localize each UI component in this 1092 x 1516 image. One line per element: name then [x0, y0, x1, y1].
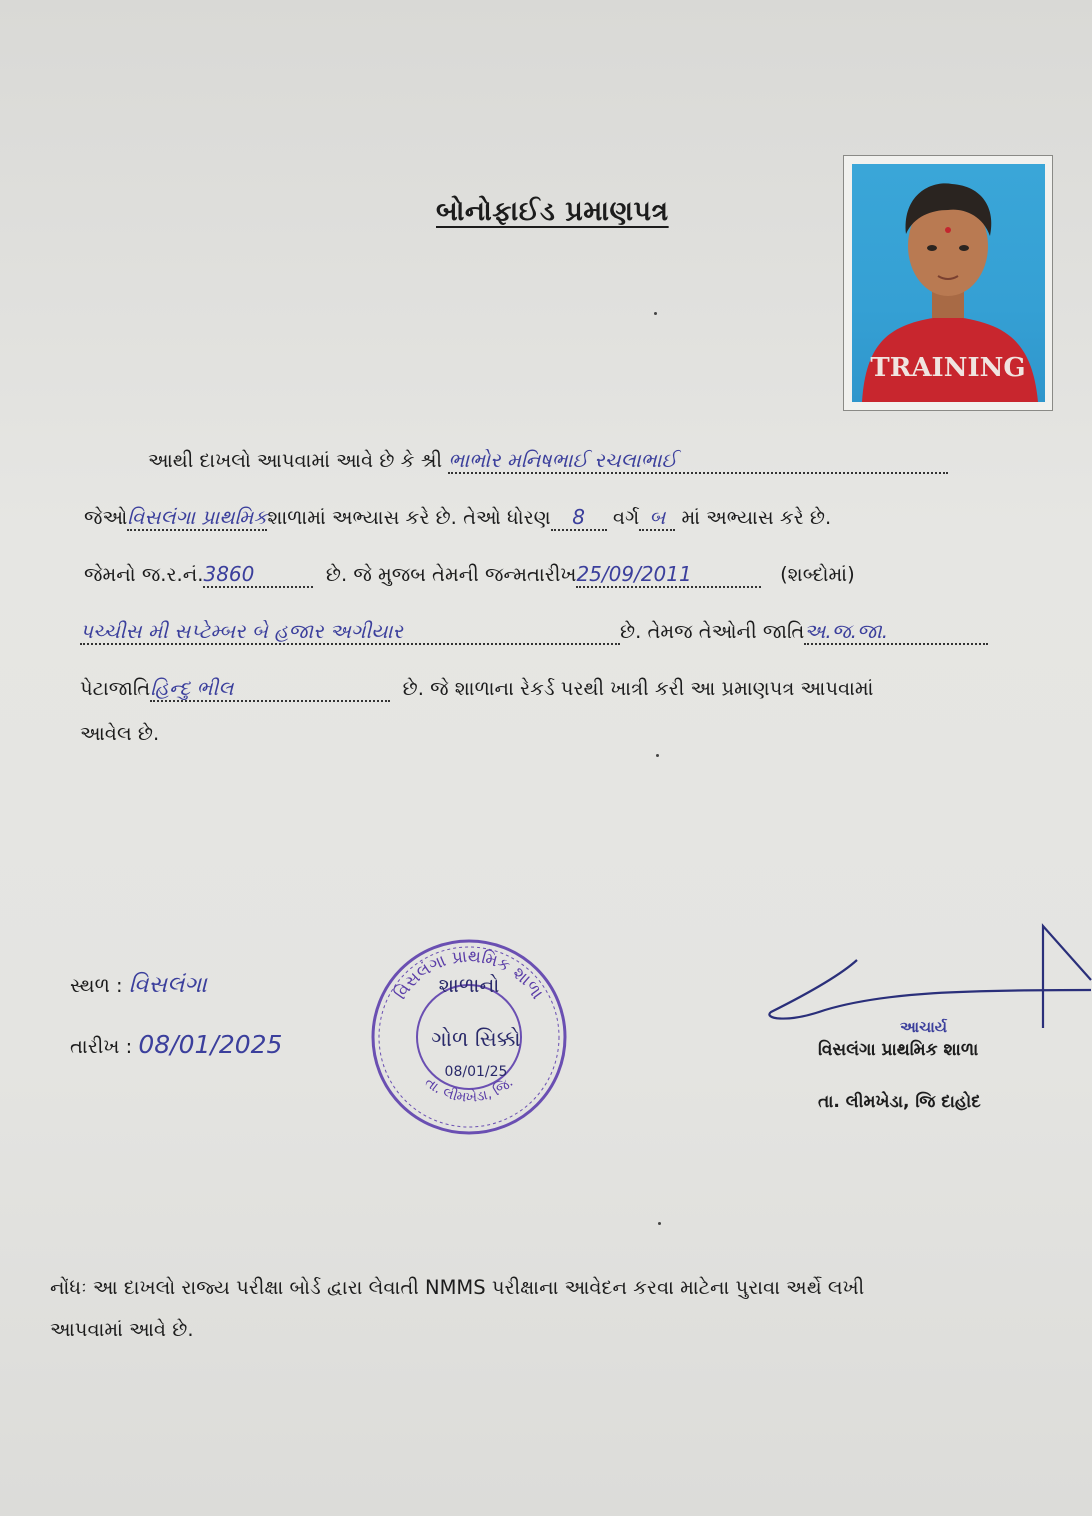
line3-mid: છે. જે મુજબ તેમની જન્મતારીખ: [325, 563, 577, 586]
line3-prefix: જેમનો જ.ર.નં.: [84, 563, 204, 586]
signature-address: તા. લીમખેડા, જિ દાહોદ: [818, 1092, 981, 1112]
line4-mid: છે. તેમજ તેઓની જાતિ: [620, 620, 805, 643]
place-value: વિસલંગા: [128, 972, 207, 998]
standard-field: [551, 505, 607, 531]
line5-end: છે. જે શાળાના રેકર્ડ પરથી ખાત્રી કરી આ પ્રમાણપત્ર આપવામાં: [402, 677, 874, 700]
stamp-center-date: 08/01/25: [444, 1064, 508, 1080]
student-name-field: [448, 448, 948, 474]
signature-handwritten-title: આચાર્ય: [900, 1018, 948, 1036]
body-line-2: [84, 505, 831, 531]
signature-school: [818, 1040, 978, 1060]
body-line-3: [84, 562, 855, 588]
line1-prefix: આથી દાખલો આપવામાં આવે છે કે શ્રી: [148, 449, 443, 472]
standard-value: 8: [572, 505, 586, 529]
subcaste-value: હિન્દુ ભીલ: [150, 676, 234, 700]
school-stamp: [366, 934, 572, 1140]
body-line-5: [80, 676, 873, 702]
signature-school-text: વિસલંગા પ્રાથમિક શાળા: [818, 1040, 979, 1060]
stamp-seal-image: [366, 934, 572, 1140]
student-photo: [852, 164, 1045, 402]
date-label: તારીખ :: [70, 1035, 133, 1058]
dob-field: [576, 562, 761, 588]
shirt-text: TRAINING: [870, 353, 1026, 383]
dob-words-field: [80, 619, 620, 645]
note-line-1: નોંધઃ આ દાખલો રાજ્ય પરીક્ષા બોર્ડ દ્વારા લેવાતી NMMS પરીક્ષાના આવેદન કરવા માટેના પુરાવા અર્થે લખી: [50, 1276, 865, 1299]
line2-mid: શાળામાં અભ્યાસ કરે છે. તેઓ ધોરણ: [267, 506, 551, 529]
subcaste-field: [150, 676, 390, 702]
body-line-6: આવેલ છે.: [80, 722, 160, 745]
line2-prefix: જેઓ: [84, 506, 128, 529]
certificate-title: બોનોફાઈડ પ્રમાણપત્ર: [436, 196, 669, 227]
signature-scribble: [765, 920, 1092, 1030]
place-line: [70, 972, 207, 998]
paper-speck: [654, 312, 657, 315]
paper-speck: [658, 1222, 661, 1225]
paper-speck: [656, 754, 659, 757]
place-label: સ્થળ :: [70, 974, 123, 997]
student-photo-frame: [843, 155, 1053, 411]
note-line-2: આપવામાં આવે છે.: [50, 1318, 194, 1341]
school-name-value: વિસલંગા પ્રાથમિક: [127, 505, 268, 529]
body-line-4: [80, 619, 988, 645]
gr-no-value: 3860: [203, 562, 255, 586]
body-line-1: [148, 448, 948, 474]
line3-end: (શબ્દોમાં): [780, 563, 855, 586]
line2-mid2: વર્ગ: [612, 506, 640, 529]
stamp-outer-top: વિસલંગા પ્રાથમિક શાળા: [390, 946, 548, 1004]
principal-signature: [765, 920, 1092, 1030]
gr-no-field: [203, 562, 313, 588]
caste-value: અ.જ.જા.: [804, 619, 889, 643]
stamp-handwritten-1: શાળાનો: [438, 973, 500, 997]
dob-words-value: પચ્ચીસ મી સપ્ટેમ્બર બે હજાર અગીયાર: [80, 619, 403, 643]
student-portrait-image: [852, 164, 1045, 402]
date-value: 08/01/2025: [138, 1030, 283, 1059]
stamp-outer-bottom: તા. લીમખેડા, જિ.: [421, 1074, 517, 1106]
caste-field: [804, 619, 988, 645]
student-name-value: ભાભોર મનિષભાઈ રચલાભાઈ: [448, 448, 677, 472]
line5-prefix: પેટાજાતિ: [80, 677, 151, 700]
school-name-field: [127, 505, 267, 531]
dob-value: 25/09/2011: [576, 562, 692, 586]
division-field: [639, 505, 675, 531]
stamp-handwritten-2: ગોળ સિક્કો: [431, 1027, 521, 1051]
line2-end: માં અભ્યાસ કરે છે.: [681, 506, 832, 529]
date-line: [70, 1030, 282, 1059]
division-value: બ: [649, 505, 666, 529]
